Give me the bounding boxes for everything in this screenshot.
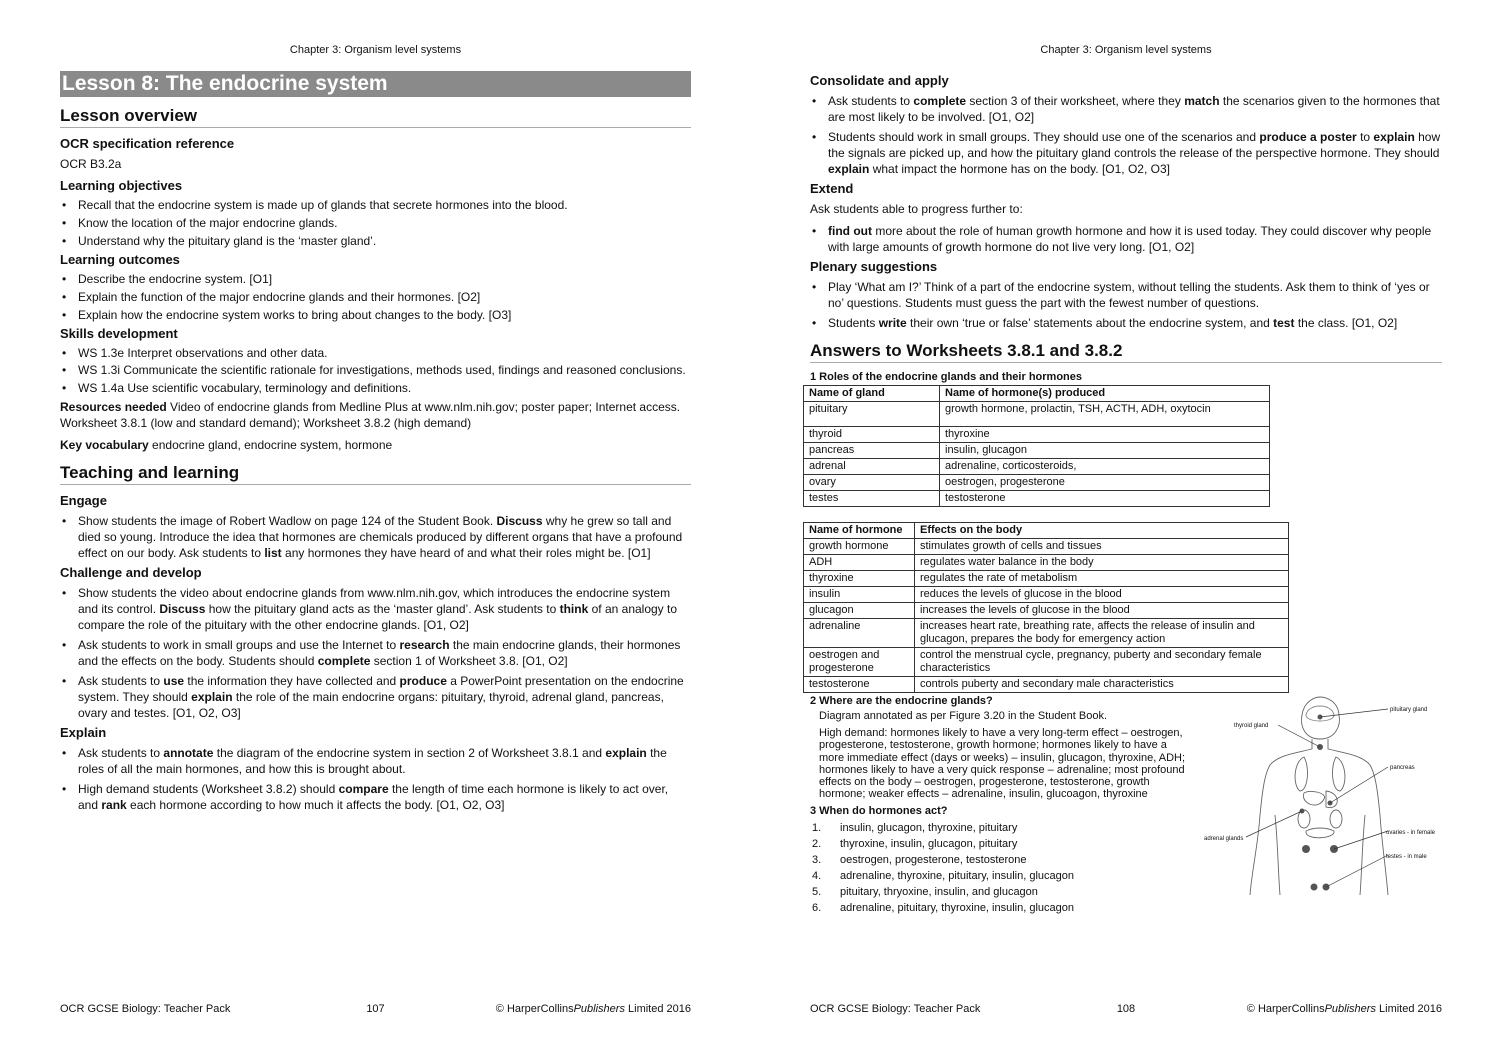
label-ovaries: ovaries - in female — [1386, 830, 1436, 836]
q2-q3-block — [810, 695, 1442, 916]
list-item: • find out more about the role of human growth hormone and how it is used today. They could discover why people with large amounts of growth hormone do not live very long. [O1, O2] — [810, 223, 1442, 255]
page-number: 108 — [1116, 1003, 1136, 1015]
table-header-row — [804, 523, 1289, 539]
table-row: pituitary growth hormone, prolactin, TSH, ACTH, ADH, oxytocin — [804, 402, 1270, 427]
answers-heading: Answers to Worksheets 3.8.1 and 3.8.2 — [810, 341, 1442, 363]
gland-markers — [1300, 715, 1339, 891]
liver — [1303, 791, 1324, 805]
skills-heading: Skills development — [60, 326, 178, 341]
footer-book-title: OCR GCSE Biology: Teacher Pack — [810, 1003, 981, 1015]
list-item: • Ask students to annotate the diagram of the endocrine system in section 2 of Worksheet 3.8.1 and explain the roles of all the main hormones, and how this is brought about. — [60, 745, 691, 777]
vocab-label: Key vocabulary — [60, 438, 149, 452]
list-item: • Ask students to use the information they have collected and produce a PowerPoint presentation on the endocrine system. They should explain the role of the main endocrine organs: pituitary, thyroid, adrenal gland, pancreas, ovary and testes. [O1, O2, O3] — [60, 673, 691, 721]
left-kidney — [1298, 810, 1310, 828]
lesson-title: Lesson 8: The endocrine system — [60, 71, 691, 97]
intestine — [1306, 828, 1334, 838]
running-head: Chapter 3: Organism level systems — [1040, 44, 1212, 56]
spec-value: OCR B3.2a — [60, 157, 122, 171]
list-item: • Show students the image of Robert Wadlow on page 124 of the Student Book. Discuss why he grew so tall and died so young. Introduce the idea that hormones are chemicals produced by different organs that have a profound effect on our body. Ask students to list any hormones they have heard of and what their roles might be. [O1] — [60, 513, 691, 561]
skills-list — [60, 346, 691, 395]
label-pituitary: pituitary gland — [1390, 707, 1428, 713]
running-head: Chapter 3: Organism level systems — [289, 44, 462, 56]
glands-table — [803, 385, 1270, 507]
q3-title: 3 When do hormones act? — [810, 804, 948, 817]
outcomes-heading: Learning outcomes — [60, 252, 180, 267]
list-item: 6. adrenaline, pituitary, thyroxine, insulin, glucagon — [812, 901, 1074, 914]
table-header-row — [804, 386, 1270, 402]
list-item: • WS 1.4a Use scientific vocabulary, terminology and definitions. — [60, 381, 691, 395]
table-row: adrenal adrenaline, corticosteroids, — [804, 459, 1270, 475]
right-content — [810, 73, 1442, 916]
list-item: • Ask students to work in small groups and use the Internet to research the main endocrine glands, their hormones and the effects on the body. Students should complete section 1 of Worksheet 3.8. [O1, O2] — [60, 637, 691, 669]
engage-heading: Engage — [60, 493, 107, 508]
vocab-text: endocrine gland, endocrine system, hormone — [148, 438, 393, 452]
effects-table — [803, 522, 1289, 693]
extend-heading: Extend — [810, 181, 854, 196]
teaching-heading: Teaching and learning — [60, 463, 691, 485]
left-body-outline — [1250, 739, 1312, 895]
left-ovary-marker — [1302, 845, 1310, 853]
objectives-heading: Learning objectives — [60, 178, 183, 193]
outcomes-list — [60, 272, 691, 322]
q3-answers — [810, 820, 1195, 916]
column-header: Name of hormone — [804, 523, 915, 539]
list-item: • Students write their own ‘true or false’ statements about the endocrine system, and test the class. [O1, O2] — [810, 315, 1442, 331]
list-item: 4. adrenaline, thyroxine, pituitary, insulin, glucagon — [812, 869, 1074, 882]
right-kidney — [1330, 810, 1342, 828]
label-thyroid: thyroid gland — [1234, 723, 1269, 729]
challenge-list — [60, 585, 691, 721]
list-item: • Know the location of the major endocrine glands. — [60, 216, 691, 230]
list-item: 3. oestrogen, progesterone, testosterone — [812, 853, 1027, 866]
list-item: 1. insulin, glucagon, thyroxine, pituitary — [812, 821, 1018, 834]
label-adrenal: adrenal glands — [1204, 836, 1244, 842]
objectives-list — [60, 198, 691, 248]
q2-line2: High demand: hormones likely to have a very long-term effect – oestrogen, progesterone, testosterone, growth hormone; hormones likely to have a more immediate effect (days or weeks) – insulin, glucagon, thyroxine, ADH; hormones likely to have a very quick response – adrenaline; most profound effects on the body – oestrogen, progesterone, testosterone, growth hormone; weaker effects – adrenaline, insulin, glucoagon, thyroxine — [819, 727, 1186, 801]
explain-heading: Explain — [60, 725, 107, 740]
label-pancreas: pancreas — [1390, 765, 1415, 771]
plenary-heading: Plenary suggestions — [810, 259, 938, 274]
left-lung — [1295, 757, 1307, 791]
table-row: ovary oestrogen, progesterone — [804, 475, 1270, 491]
q1-title: 1 Roles of the endocrine glands and their hormones — [810, 371, 1082, 383]
page-number: 107 — [366, 1003, 385, 1015]
column-header: Effects on the body — [915, 523, 1289, 539]
footer-book-title: OCR GCSE Biology: Teacher Pack — [60, 1003, 231, 1015]
resources-paragraph — [60, 399, 691, 431]
consolidate-heading: Consolidate and apply — [810, 73, 949, 88]
extend-list — [810, 223, 1442, 255]
list-item: • Show students the video about endocrine glands from www.nlm.nih.gov, which introduces the endocrine system and its control. Discuss how the pituitary gland acts as the ‘master gland’. Ask students to think of an analogy to compare the role of the pituitary with the other endocrine glands. [O1, O2] — [60, 585, 691, 633]
table-row: glucagon increases the levels of glucose in the blood — [804, 603, 1289, 619]
list-item: • Students should work in small groups. They should use one of the scenarios and produce a poster to explain how the signals are picked up, and how the pituitary gland controls the release of the perspective hormone. They should explain what impact the hormone has on the body. [O1, O2, O3] — [810, 129, 1442, 177]
table-row: adrenaline increases heart rate, breathing rate, affects the release of insulin and glucagon, prepares the body for emergency action — [804, 619, 1289, 648]
engage-list — [60, 513, 691, 561]
resources-text: Video of endocrine glands from Medline Plus at www.nlm.nih.gov; poster paper; Internet access. Worksheet 3.8.1 (low and standard demand); Worksheet 3.8.2 (high demand) — [60, 400, 681, 430]
leader-lines — [1246, 709, 1388, 887]
table-row: ADH regulates water balance in the body — [804, 555, 1289, 571]
list-item: • Recall that the endocrine system is made up of glands that secrete hormones into the blood. — [60, 198, 691, 212]
vocab-paragraph — [60, 437, 691, 453]
list-item: • Describe the endocrine system. [O1] — [60, 272, 691, 286]
right-lung — [1333, 757, 1345, 791]
spec-heading: OCR specification reference — [60, 136, 235, 151]
footer-copyright: © HarperCollinsPublishers Limited 2016 — [1246, 1003, 1442, 1015]
list-item: • Ask students to complete section 3 of their worksheet, where they match the scenarios given to the hormones that are most likely to be involved. [O1, O2] — [810, 93, 1442, 125]
right-page — [810, 0, 1442, 1061]
table-row: growth hormone stimulates growth of cells and tissues — [804, 539, 1289, 555]
footer-copyright: © HarperCollinsPublishers Limited 2016 — [495, 1003, 691, 1015]
table-row: pancreas insulin, glucagon — [804, 443, 1270, 459]
overview-heading: Lesson overview — [60, 106, 691, 128]
list-item: 5. pituitary, thryoxine, insulin, and glucagon — [812, 885, 1038, 898]
list-item: • Play ‘What am I?’ Think of a part of the endocrine system, without telling the students. Ask them to think of ‘yes or no’ questions. Students must guess the part with the fewest number of questions. — [810, 279, 1442, 311]
list-item: • Explain how the endocrine system works to bring about changes to the body. [O3] — [60, 308, 691, 322]
endocrine-system-diagram — [1200, 695, 1442, 900]
plenary-list — [810, 279, 1442, 331]
table-row: oestrogen and progesterone control the menstrual cycle, pregnancy, puberty and secondary female characteristics — [804, 648, 1289, 677]
column-header: Name of gland — [804, 386, 940, 402]
list-item: • WS 1.3e Interpret observations and other data. — [60, 346, 691, 360]
right-body-outline — [1328, 739, 1388, 895]
column-header: Name of hormone(s) produced — [940, 386, 1270, 402]
q2-title: 2 Where are the endocrine glands? — [810, 695, 993, 707]
table-row: insulin reduces the levels of glucose in the blood — [804, 587, 1289, 603]
q2-q3-text — [810, 695, 1195, 916]
list-item: 2. thyroxine, insulin, glucagon, pituitary — [812, 837, 1018, 850]
table-row: testes testosterone — [804, 491, 1270, 507]
label-testes: testes - in male — [1386, 854, 1427, 860]
challenge-heading: Challenge and develop — [60, 565, 202, 580]
left-testis-marker — [1311, 884, 1318, 891]
q2-line1: Diagram annotated as per Figure 3.20 in the Student Book. — [819, 710, 1108, 722]
left-page — [60, 0, 691, 1061]
consolidate-list — [810, 93, 1442, 177]
right-arm-inner — [1360, 815, 1365, 895]
list-item: • Explain the function of the major endocrine glands and their hormones. [O2] — [60, 290, 691, 304]
table-row: thyroid thyroxine — [804, 427, 1270, 443]
list-item: • High demand students (Worksheet 3.8.2) should compare the length of time each hormone is likely to act over, and rank each hormone according to how much it affects the body. [O1, O2, O3] — [60, 781, 691, 813]
table-row: thyroxine regulates the rate of metabolism — [804, 571, 1289, 587]
left-content — [60, 71, 691, 817]
explain-list — [60, 745, 691, 813]
left-arm-inner — [1275, 815, 1280, 895]
extend-intro: Ask students able to progress further to: — [810, 202, 1023, 216]
list-item: • WS 1.3i Communicate the scientific rationale for investigations, methods used, findings and reasoned conclusions. — [60, 364, 691, 377]
list-item: • Understand why the pituitary gland is the ‘master gland’. — [60, 234, 691, 248]
resources-label: Resources needed — [60, 400, 167, 414]
table-row: testosterone controls puberty and secondary male characteristics — [804, 677, 1289, 693]
